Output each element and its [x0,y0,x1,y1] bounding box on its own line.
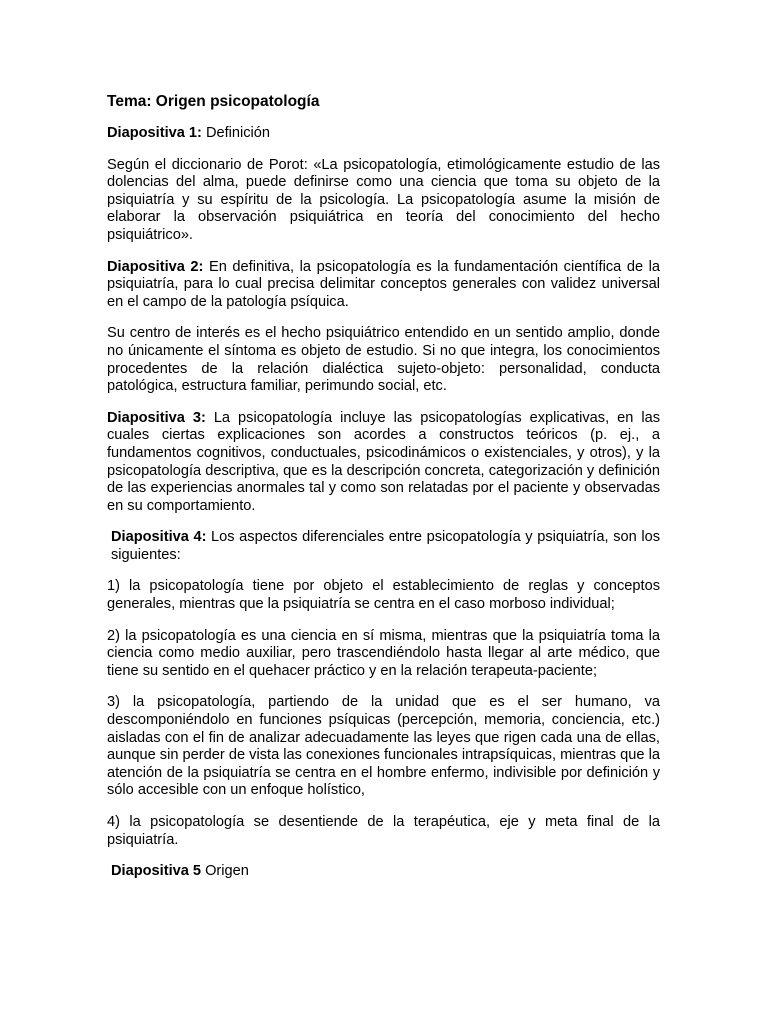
slide-2-label: Diapositiva 2: [107,258,204,275]
document-title: Tema: Origen psicopatología [107,93,320,110]
slide-3-heading [107,410,660,516]
slide-5-heading [107,863,660,881]
slide-5-label: Diapositiva 5 [111,863,202,880]
slide-4-label: Diapositiva 4: [111,529,207,546]
slide-4-list-item-3: 3) la psicopatología, partiendo de la unidad que es el ser humano, va descomponiéndolo en funciones psíquicas (percepción, memoria, conciencia, etc.) aisladas con el fin de analizar adecuadamente las leyes que rigen cada una de ellas, aunque sin perder de vista las conexiones funcionales intrapsíquicas, mientras que la atención de la psiquiatría se centra en el hombre enfermo, indivisible por definición y sólo accesible con un enfoque holístico, [107,694,660,799]
slide-3-heading-text: La psicopatología incluye las psicopatologías explicativas, en las cuales ciertas explicaciones son acordes a constructos teóricos (p. ej., a fundamentos cognitivos, conductuales, psicodinámicos o existenciales, y otros), y la psicopatología descriptiva, que es la descripción concreta, categorización y definición de las experiencias anormales tal y como son relatadas por el paciente y observadas en su comportamiento. [107,409,660,514]
slide-5-heading-text: Origen [201,863,249,880]
slide-2-heading-text: En definitiva, la psicopatología es la fundamentación científica de la psiquiatría, para lo cual precisa delimitar conceptos generales con validez universal en el campo de la patología psíquica. [107,258,660,310]
slide-3-label: Diapositiva 3: [107,409,206,426]
slide-4-heading-text: Los aspectos diferenciales entre psicopatología y psiquiatría, son los siguientes: [111,529,660,563]
slide-4-list-item-4: 4) la psicopatología se desentiende de la terapéutica, eje y meta final de la psiquiatría. [107,814,660,848]
document-page [107,92,660,895]
slide-2-paragraph: Su centro de interés es el hecho psiquiátrico entendido en un sentido amplio, donde no únicamente el síntoma es objeto de estudio. Si no que integra, los conocimientos procedentes de la relación dialéctica sujeto-objeto: personalidad, conducta patológica, estructura familiar, perimundo social, etc. [107,325,660,395]
slide-2-heading [107,259,660,312]
slide-4-heading [107,529,660,564]
slide-4-list-item-2: 2) la psicopatología es una ciencia en sí misma, mientras que la psiquiatría toma la ciencia como medio auxiliar, pero trascendiéndolo hasta llegar al arte médico, que tiene su sentido en el quehacer práctico y en la relación terapeuta-paciente; [107,627,660,679]
slide-1-label: Diapositiva 1: [107,125,202,141]
slide-1-heading [107,125,660,143]
slide-1-paragraph: Según el diccionario de Porot: «La psicopatología, etimológicamente estudio de las dolencias del alma, puede definirse como una ciencia que toma su objeto de la psiquiatría y su espíritu de la psicología. La psicopatología asume la misión de elaborar la observación psiquiátrica en teoría del conocimiento del hecho psiquiátrico». [107,156,660,243]
slide-1-heading-text: Definición [201,125,271,141]
slide-4-list-item-1: 1) la psicopatología tiene por objeto el establecimiento de reglas y conceptos generales, mientras que la psiquiatría se centra en el caso morboso individual; [107,578,660,613]
